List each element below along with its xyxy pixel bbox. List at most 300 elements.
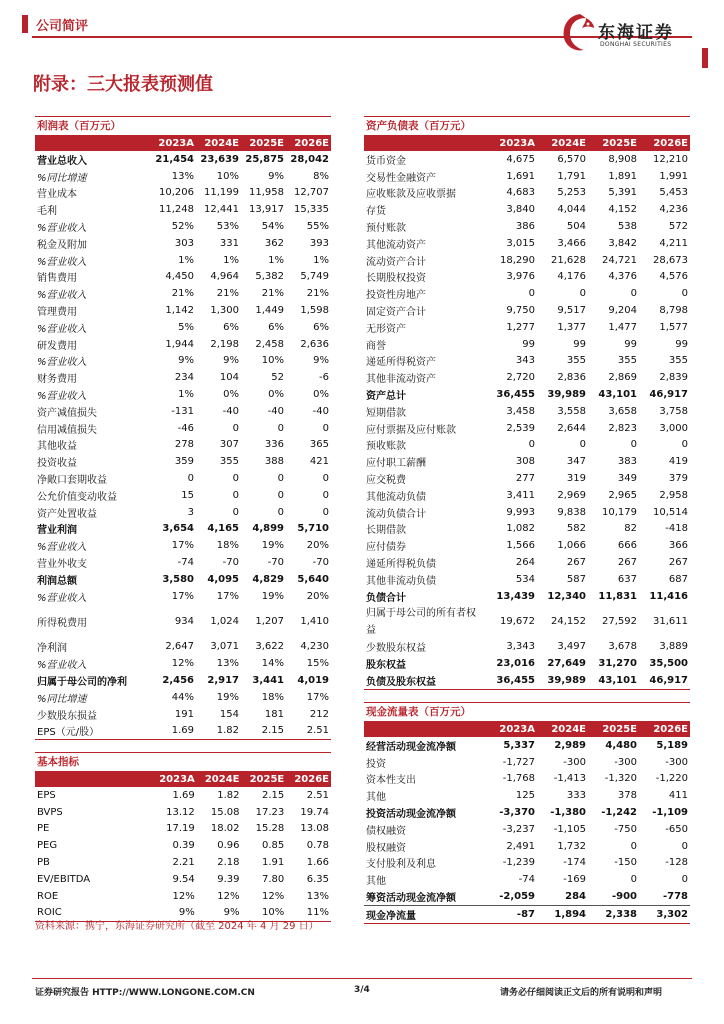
column-header: 2023A	[486, 721, 537, 737]
table-row	[35, 821, 331, 838]
row-label: 净利润	[37, 643, 67, 655]
table-row	[364, 369, 690, 386]
cell-value: 3,558	[557, 405, 586, 417]
row-label: 信用减值损失	[37, 424, 97, 436]
cell-value: 1.69	[151, 723, 196, 740]
cell-value: 18%	[216, 540, 239, 552]
cell-value: -131	[171, 405, 194, 417]
table-row	[35, 369, 331, 386]
row-label: 应交税费	[366, 475, 406, 487]
cell-value: 3,466	[557, 237, 586, 249]
table-row	[364, 838, 690, 855]
table-row	[35, 605, 331, 639]
cell-value: 1,944	[165, 338, 194, 350]
cell-value: 386	[515, 221, 535, 233]
cell-value: 99	[675, 338, 688, 350]
cell-value: 13%	[171, 170, 194, 182]
cell-value: 15.08	[210, 806, 240, 818]
cell-value: 5%	[178, 321, 194, 333]
cell-value: 1,477	[608, 321, 637, 333]
cell-value: 3,458	[506, 405, 535, 417]
cell-value: 9%	[197, 905, 242, 922]
cell-value: 6%	[223, 321, 239, 333]
cell-value: 2,539	[506, 422, 535, 434]
column-header	[364, 721, 486, 737]
cell-value: 1,082	[506, 523, 535, 535]
cell-value: 0.96	[217, 840, 240, 852]
cell-value: 1,991	[659, 170, 688, 182]
row-label: 现金净流量	[364, 905, 486, 923]
table-row	[35, 689, 331, 706]
cell-value: 21,628	[551, 254, 586, 266]
table-row	[364, 168, 690, 185]
row-label: 应付债券	[366, 542, 406, 554]
cell-value: 0	[681, 288, 688, 300]
row-label: 预付账款	[366, 223, 406, 235]
cell-value: 355	[668, 355, 688, 367]
column-header: 2025E	[242, 771, 287, 787]
cell-value: 355	[219, 456, 239, 468]
cell-value: 0	[232, 422, 239, 434]
row-label: %同比增速	[37, 693, 87, 705]
cell-value: 13,439	[496, 590, 535, 602]
table-row	[364, 420, 690, 437]
cell-value: 125	[515, 790, 535, 802]
row-label: %营业收入	[37, 391, 87, 403]
table-row	[364, 319, 690, 336]
cell-value: 2,644	[557, 422, 586, 434]
cell-value: 9,204	[608, 305, 637, 317]
cell-value: 10%	[242, 905, 287, 922]
cell-value: 934	[174, 616, 194, 628]
cell-value: 19,672	[500, 616, 535, 628]
cell-value: 11,416	[649, 590, 688, 602]
cell-value: 9,750	[506, 305, 535, 317]
cell-value: 3,015	[506, 237, 535, 249]
cell-value: -46	[177, 422, 194, 434]
column-header: 2024E	[197, 771, 242, 787]
cell-value: -150	[614, 857, 637, 869]
table-row	[364, 871, 690, 888]
table-row	[364, 521, 690, 538]
cell-value: 13%	[306, 890, 329, 902]
cell-value: 534	[515, 573, 535, 585]
cell-value: 2,456	[162, 675, 194, 686]
cell-value: 355	[566, 355, 586, 367]
cell-value: 13,917	[249, 204, 284, 216]
cell-value: -70	[222, 557, 239, 569]
table-row	[35, 504, 331, 521]
cell-value: 46,917	[649, 389, 688, 401]
table-row	[35, 252, 331, 269]
row-label: 其他流动负债	[366, 491, 426, 503]
table-row	[35, 837, 331, 854]
column-header	[364, 135, 486, 151]
cell-value: 9%	[178, 355, 194, 367]
cell-value: 2,720	[506, 372, 535, 384]
row-label: 债权融资	[366, 825, 406, 837]
cell-value: 4,964	[210, 271, 239, 283]
cell-value: 12,707	[294, 187, 329, 199]
row-label: 商誉	[366, 340, 386, 352]
row-label: PE	[37, 823, 50, 835]
table-row	[364, 787, 690, 804]
cell-value: 24,152	[551, 616, 586, 628]
row-label: 应付职工薪酬	[366, 458, 426, 470]
cell-value: 2.15	[261, 789, 285, 801]
cell-value: 6%	[268, 321, 284, 333]
cell-value: 2,458	[255, 338, 284, 350]
cell-value: 27,649	[547, 658, 586, 670]
cell-value: 3,658	[608, 405, 637, 417]
cell-value: -1,220	[655, 773, 688, 785]
basic-indicators-table	[35, 752, 331, 922]
row-label: %营业收入	[37, 542, 87, 554]
column-header: 2026E	[639, 135, 690, 151]
table-row	[364, 302, 690, 319]
row-label: ROE	[37, 890, 59, 902]
cell-value: -174	[563, 857, 586, 869]
table-row	[364, 754, 690, 771]
cell-value: 4,230	[300, 641, 329, 653]
cell-value: 2,198	[210, 338, 239, 350]
row-label: 支付股利及利息	[366, 859, 436, 871]
column-header: 2026E	[286, 135, 331, 151]
cell-value: 21%	[261, 288, 284, 300]
row-label: 利润总额	[37, 575, 77, 587]
cell-value: 359	[174, 456, 194, 468]
cell-value: 6%	[313, 321, 329, 333]
cell-value: 3,000	[659, 422, 688, 434]
cell-value: 0	[579, 288, 586, 300]
logo-english-name: DONGHAI SECURITIES	[600, 41, 672, 48]
cell-value: 2,647	[165, 641, 194, 653]
cell-value: -70	[312, 557, 329, 569]
table-row	[35, 403, 331, 420]
row-label: 净敞口套期收益	[37, 475, 107, 487]
cell-value: 11,248	[159, 204, 194, 216]
cell-value: 4,236	[659, 204, 688, 216]
table-row	[35, 787, 331, 804]
cell-value: 15.28	[255, 823, 285, 835]
cell-value: 13%	[216, 658, 239, 670]
cell-value: 3	[187, 506, 194, 518]
table-row	[364, 487, 690, 504]
table-row	[364, 821, 690, 838]
cell-value: 2,989	[554, 739, 586, 751]
cell-value: -1,320	[604, 773, 637, 785]
row-label: 归属于母公司的所有者权益	[366, 607, 476, 636]
row-label: 投资	[366, 758, 386, 770]
cell-value: 17%	[306, 691, 329, 703]
table-row	[364, 437, 690, 454]
row-label: PEG	[37, 840, 58, 852]
cell-value: 0	[232, 489, 239, 501]
cell-value: 2.51	[286, 723, 331, 740]
table-row	[35, 639, 331, 656]
cell-value: 11,199	[204, 187, 239, 199]
column-header: 2026E	[286, 771, 331, 787]
table-row	[364, 453, 690, 470]
cell-value: 0.78	[306, 840, 329, 852]
cell-value: 36,455	[486, 672, 537, 689]
cell-value: 3,840	[506, 204, 535, 216]
table-row	[35, 854, 331, 871]
cell-value: 366	[668, 540, 688, 552]
cell-value: 3,842	[608, 237, 637, 249]
cell-value: 1,791	[557, 170, 586, 182]
cell-value: 13.08	[300, 823, 329, 835]
row-label: %营业收入	[37, 323, 87, 335]
row-label: 筹资活动现金流净额	[366, 893, 456, 905]
cell-value: -750	[614, 823, 637, 835]
cell-value: 9%	[313, 355, 329, 367]
basic-indicators-title: 基本指标	[35, 752, 331, 771]
cell-value: 4,095	[207, 573, 239, 585]
cell-value: 2,839	[659, 372, 688, 384]
cell-value: -1,105	[553, 823, 586, 835]
cell-value: 1,142	[165, 305, 194, 317]
cell-value: 2.15	[241, 723, 286, 740]
cell-value: 5,253	[557, 187, 586, 199]
row-label: 应收账款及应收票据	[366, 189, 456, 201]
cell-value: -70	[267, 557, 284, 569]
cell-value: 0	[681, 874, 688, 886]
cell-value: 0	[277, 506, 284, 518]
cell-value: 2,491	[506, 840, 535, 852]
cell-value: 44%	[171, 691, 194, 703]
row-label: 营业总收入	[37, 155, 87, 167]
row-label: %营业收入	[37, 660, 87, 672]
balance-sheet-title: 资产负债表（百万元）	[364, 116, 690, 135]
cell-value: 421	[309, 456, 329, 468]
table-row	[35, 151, 331, 168]
cell-value: -87	[486, 905, 537, 923]
cell-value: 277	[515, 473, 535, 485]
cell-value: -1,727	[502, 756, 535, 768]
cell-value: 11,831	[598, 590, 637, 602]
cell-value: -40	[222, 405, 239, 417]
cell-value: 3,622	[255, 641, 284, 653]
source-note: 资料来源：携宁，东海证券研究所（截至 2024 年 4 月 29 日）	[35, 921, 319, 932]
cell-value: 411	[668, 790, 688, 802]
row-label: 固定资产合计	[366, 307, 426, 319]
table-row	[35, 470, 331, 487]
cell-value: 9,838	[557, 506, 586, 518]
table-row	[35, 655, 331, 672]
table-row	[35, 235, 331, 252]
cell-value: 4,829	[252, 573, 284, 585]
cell-value: 5,337	[503, 739, 535, 751]
cash-flow-title: 现金流量表（百万元）	[364, 702, 690, 721]
cell-value: 5,382	[255, 271, 284, 283]
table-row	[364, 218, 690, 235]
cell-value: 2,917	[207, 675, 239, 686]
header-accent-left	[22, 15, 28, 33]
cell-value: 3,678	[608, 641, 637, 653]
cell-value: 9.39	[217, 873, 240, 885]
table-row	[364, 571, 690, 588]
cell-value: 307	[219, 439, 239, 451]
cell-value: 1,577	[659, 321, 688, 333]
row-label: 其他非流动资产	[366, 374, 436, 386]
cell-value: 1%	[268, 254, 284, 266]
row-label: 财务费用	[37, 374, 77, 386]
cell-value: 331	[219, 237, 239, 249]
row-label: 其他	[366, 792, 386, 804]
cell-value: 39,989	[537, 672, 588, 689]
cell-value: 0	[232, 506, 239, 518]
table-row	[364, 855, 690, 872]
row-label: EPS（元/股）	[35, 723, 151, 740]
cell-value: 12%	[171, 658, 194, 670]
row-label: 递延所得税负债	[366, 559, 436, 571]
cell-value: 0	[681, 439, 688, 451]
cell-value: 1%	[223, 254, 239, 266]
table-row	[35, 571, 331, 588]
cell-value: 0	[528, 288, 535, 300]
table-row	[35, 168, 331, 185]
cell-value: 2,836	[557, 372, 586, 384]
row-label: 少数股东损益	[37, 710, 97, 722]
cell-value: 267	[617, 557, 637, 569]
cell-value: 104	[219, 372, 239, 384]
cell-value: 14%	[261, 658, 284, 670]
cell-value: -300	[665, 756, 688, 768]
table-row	[35, 871, 331, 888]
row-label: 其他收益	[37, 441, 77, 453]
table-row	[35, 588, 331, 605]
cell-value: 21%	[306, 288, 329, 300]
cell-value: 1,207	[255, 616, 284, 628]
table-row	[35, 302, 331, 319]
column-header: 2024E	[537, 721, 588, 737]
cell-value: 4,176	[557, 271, 586, 283]
row-label: 应付票据及应付账款	[366, 424, 456, 436]
cell-value: -1,239	[502, 857, 535, 869]
row-label: ROIC	[35, 905, 151, 922]
cell-value: 0%	[313, 389, 329, 401]
table-row	[364, 588, 690, 605]
row-label: 预收账款	[366, 441, 406, 453]
row-label: 营业外收支	[37, 559, 87, 571]
cell-value: -2,059	[499, 891, 535, 903]
cell-value: 1%	[178, 389, 194, 401]
cell-value: 362	[264, 237, 284, 249]
cell-value: 0	[277, 473, 284, 485]
cell-value: 0	[322, 489, 329, 501]
cell-value: 0	[322, 422, 329, 434]
cell-value: 303	[174, 237, 194, 249]
cell-value: 18,290	[500, 254, 535, 266]
cell-value: 19%	[261, 590, 284, 602]
cell-value: -128	[665, 857, 688, 869]
cash-flow-table	[364, 702, 690, 924]
table-row	[35, 554, 331, 571]
cell-value: 9%	[268, 170, 284, 182]
row-label: %营业收入	[37, 290, 87, 302]
row-label: EV/EBITDA	[37, 873, 91, 885]
cell-value: 0	[681, 840, 688, 852]
cell-value: 10%	[216, 170, 239, 182]
cell-value: 333	[566, 790, 586, 802]
cell-value: -1,380	[550, 807, 586, 819]
cell-value: 0	[277, 489, 284, 501]
cell-value: 7.80	[261, 873, 285, 885]
table-row	[35, 453, 331, 470]
cell-value: 17.23	[255, 806, 285, 818]
cell-value: 17%	[171, 540, 194, 552]
cell-value: 388	[264, 456, 284, 468]
table-row	[35, 521, 331, 538]
cell-value: 0	[579, 439, 586, 451]
row-label: 研发费用	[37, 340, 77, 352]
column-header: 2026E	[639, 721, 690, 737]
cell-value: -1,768	[502, 773, 535, 785]
cell-value: 46,917	[639, 672, 690, 689]
table-row	[364, 386, 690, 403]
table-row	[35, 269, 331, 286]
row-label: 交易性金融资产	[366, 172, 436, 184]
cell-value: 4,576	[659, 271, 688, 283]
cell-value: 1,410	[300, 616, 329, 628]
cell-value: 3,580	[162, 573, 194, 585]
table-row	[364, 353, 690, 370]
column-header	[35, 771, 151, 787]
row-label: 短期借款	[366, 407, 406, 419]
cell-value: 2,958	[659, 489, 688, 501]
cell-value: 3,654	[162, 523, 194, 535]
cell-value: 2,338	[588, 905, 639, 923]
column-header: 2025E	[588, 721, 639, 737]
cell-value: 10,206	[159, 187, 194, 199]
cell-value: 2,969	[557, 489, 586, 501]
table-row	[35, 888, 331, 905]
cell-value: 666	[617, 540, 637, 552]
row-label: 股东权益	[366, 660, 406, 672]
cell-value: 336	[264, 439, 284, 451]
cell-value: -1,109	[652, 807, 688, 819]
cell-value: 2,869	[608, 372, 637, 384]
row-label: BVPS	[37, 806, 63, 818]
cell-value: -40	[312, 405, 329, 417]
table-row	[35, 706, 331, 723]
table-row	[364, 737, 690, 754]
cell-value: 191	[174, 708, 194, 720]
cell-value: 319	[566, 473, 586, 485]
cell-value: 31,270	[598, 658, 637, 670]
table-row	[35, 723, 331, 740]
cell-value: 15%	[306, 658, 329, 670]
table-row	[364, 804, 690, 821]
cell-value: 9%	[223, 355, 239, 367]
row-label: 货币资金	[366, 155, 406, 167]
row-label: 负债及股东权益	[364, 672, 486, 689]
table-row	[364, 403, 690, 420]
cell-value: 12%	[262, 890, 285, 902]
logo-chinese-name: 东海证券	[598, 23, 674, 43]
table-row	[35, 201, 331, 218]
cell-value: 19%	[216, 691, 239, 703]
table-row	[35, 185, 331, 202]
table-row	[364, 771, 690, 788]
table-row	[364, 151, 690, 168]
cell-value: 1.69	[172, 789, 195, 801]
cell-value: 0	[630, 840, 637, 852]
cell-value: 343	[515, 355, 535, 367]
cell-value: 4,376	[608, 271, 637, 283]
row-label: 负债合计	[366, 592, 406, 604]
